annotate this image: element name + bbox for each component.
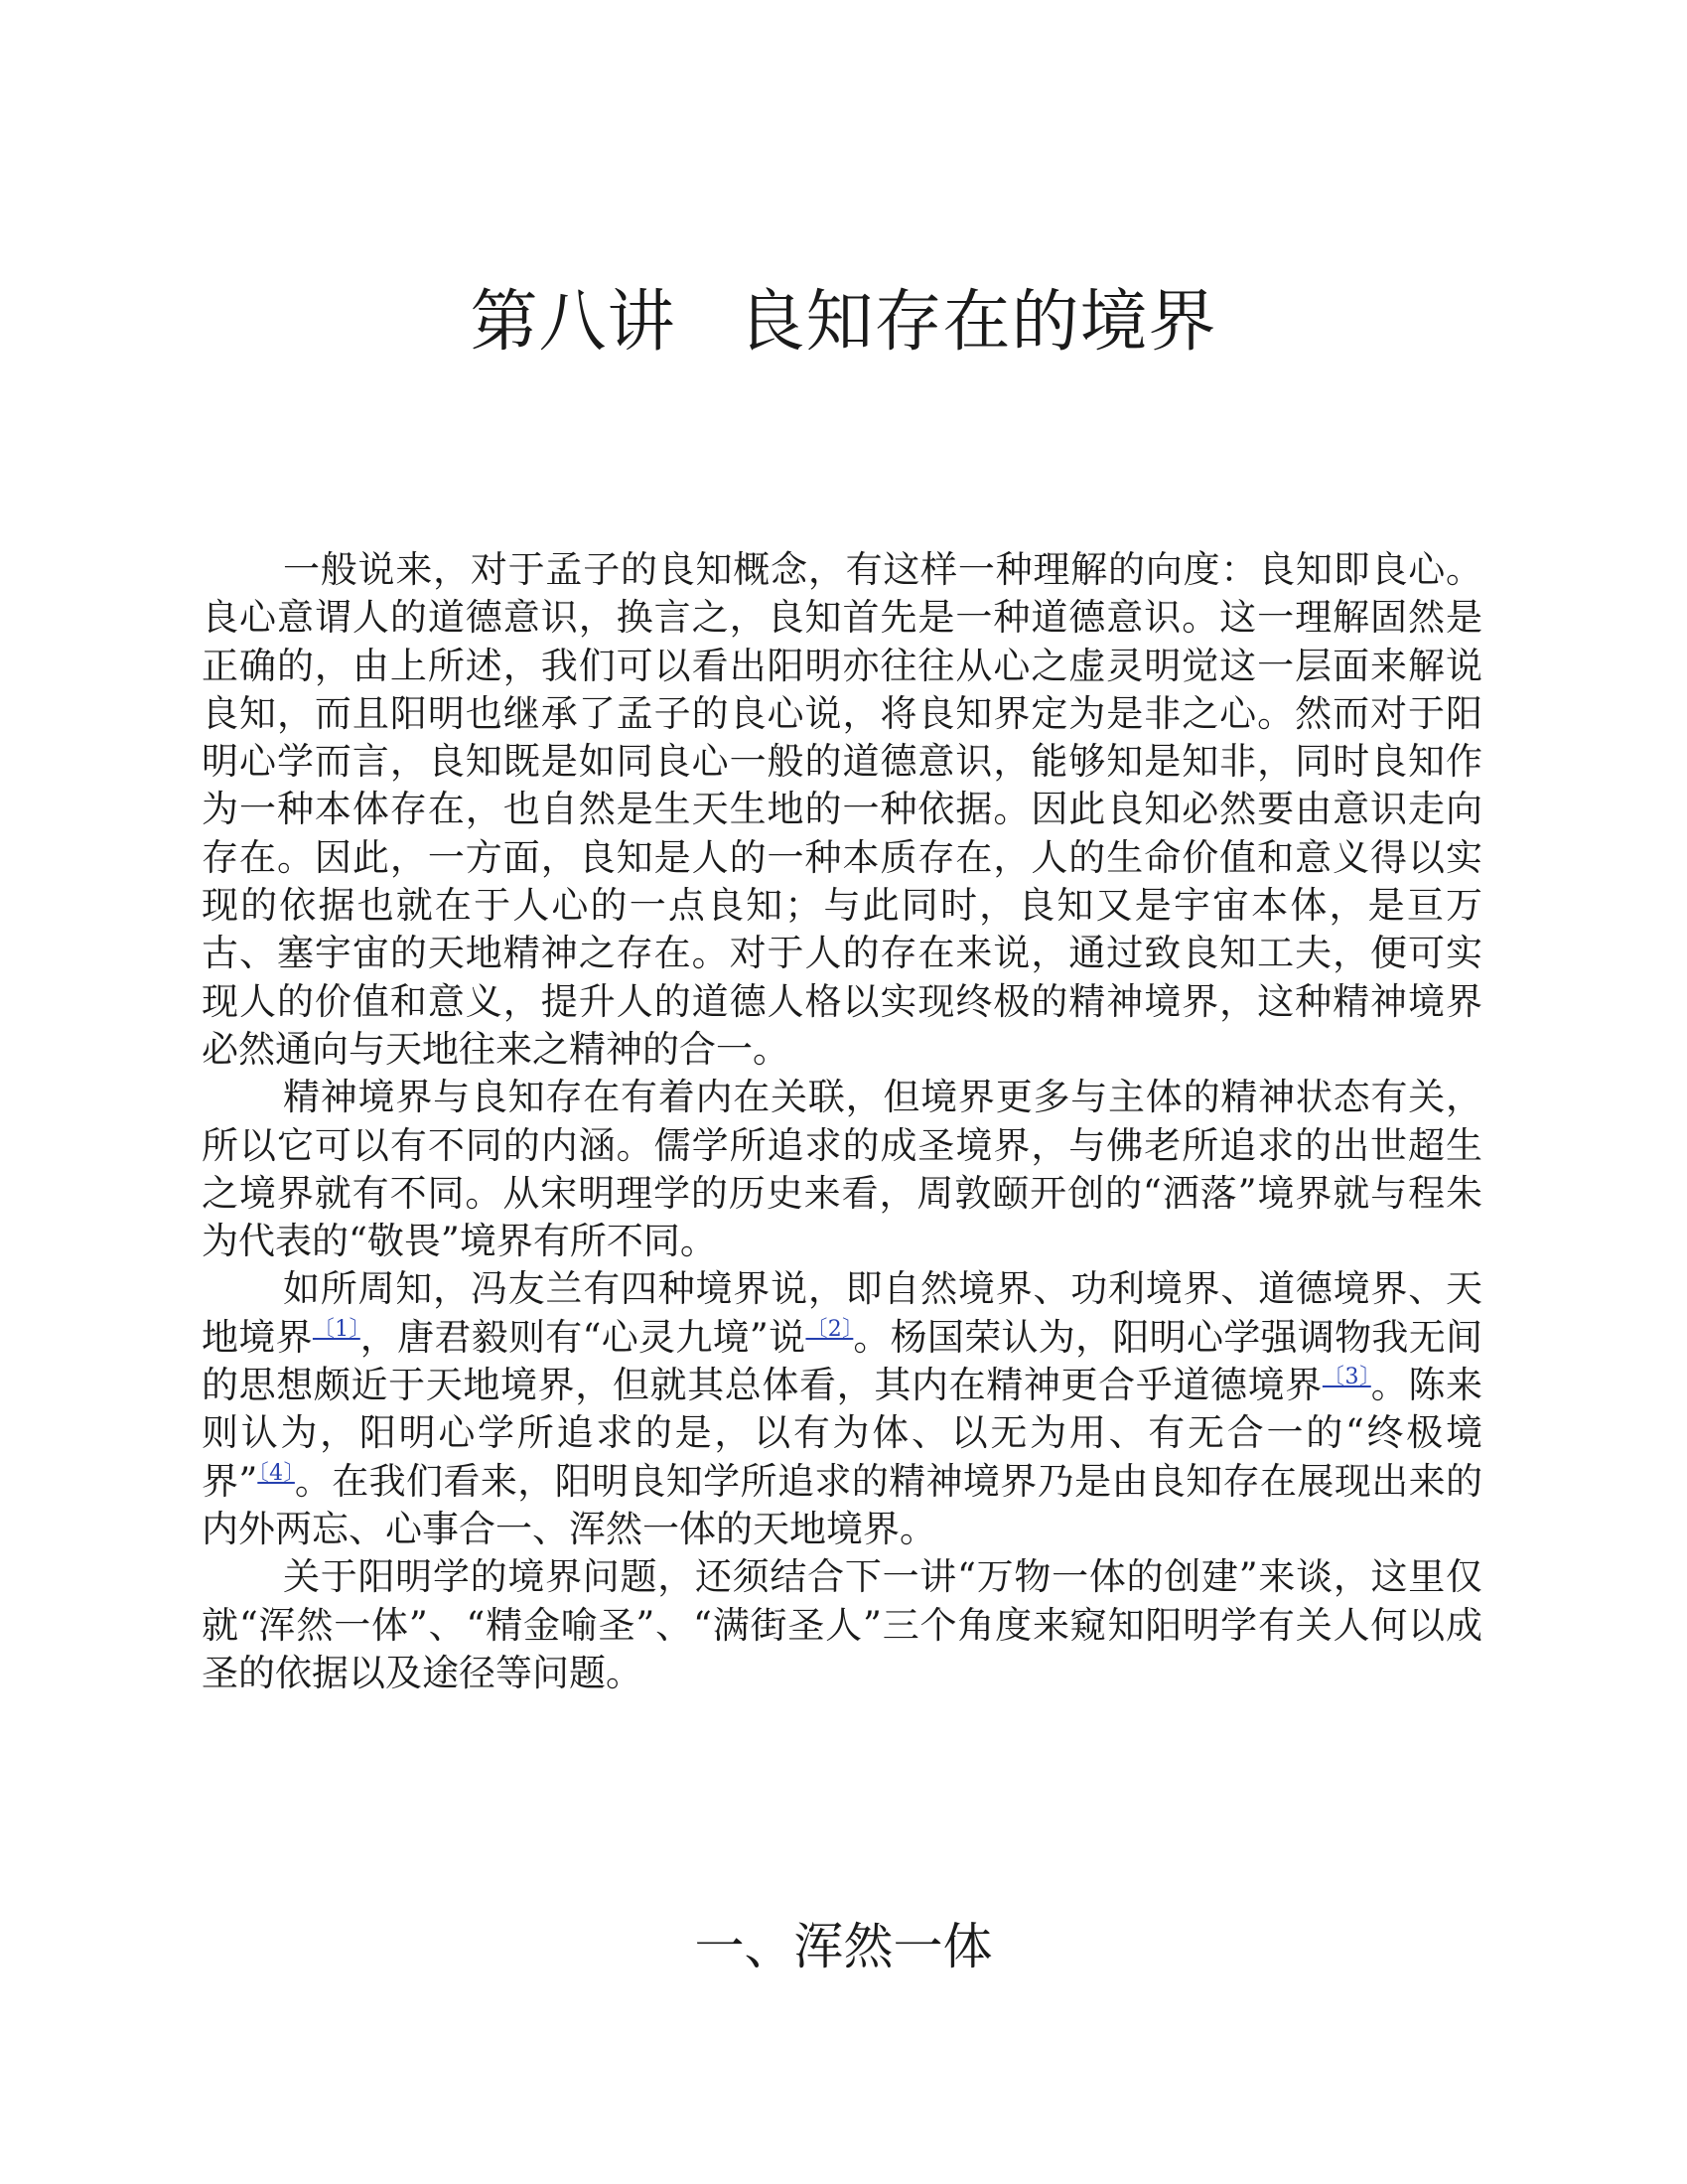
- paragraph-1: 一般说来，对于孟子的良知概念，有这样一种理解的向度：良知即良心。良心意谓人的道德意识，换言之，良知首先是一种道德意识。这一理解固然是正确的，由上所述，我们可以看出阳明亦往往从心之虚灵明觉这一层面来解说良知，而且阳明也继承了孟子的良心说，将良知界定为是非之心。然而对于阳明心学而言，良知既是如同良心一般的道德意识，能够知是知非，同时良知作为一种本体存在，也自然是生天生地的一种依据。因此良知必然要由意识走向存在。因此，一方面，良知是人的一种本质存在，人的生命价值和意义得以实现的依据也就在于人心的一点良知；与此同时，良知又是宇宙本体，是亘万古、塞宇宙的天地精神之存在。对于人的存在来说，通过致良知工夫，便可实现人的价值和意义，提升人的道德人格以实现终极的精神境界，这种精神境界必然通向与天地往来之精神的合一。: [202, 548, 1482, 1071]
- footnote-link-1[interactable]: 〔1〕: [312, 1316, 360, 1342]
- chapter-title: [0, 278, 1687, 367]
- section-title: 一、浑然一体: [694, 1918, 993, 1975]
- body-text: [202, 546, 1482, 1697]
- chapter-number: 第八讲: [470, 283, 676, 362]
- paragraph-3-text-4: 。陈来则认为，阳明心学所追求的是，以有为体、以无为用、有无合一的“终极境界”: [202, 1364, 1483, 1503]
- paragraph-2: 精神境界与良知存在有着内在关联，但境界更多与主体的精神状态有关，所以它可以有不同的内涵。儒学所追求的成圣境界，与佛老所追求的出世超生之境界就有不同。从宋明理学的历史来看，周敦颐开创的“洒落”境界就与程朱为代表的“敬畏”境界有所不同。: [202, 1076, 1482, 1263]
- paragraph-3-text-5: 。在我们看来，阳明良知学所追求的精神境界乃是由良知存在展现出来的内外两忘、心事合一、浑然一体的天地境界。: [202, 1459, 1482, 1550]
- paragraph-3: [202, 1265, 1482, 1553]
- paragraph-3-text-2: ，唐君毅则有“心灵九境”说: [359, 1315, 806, 1359]
- footnote-link-3[interactable]: 〔3〕: [1322, 1365, 1371, 1390]
- footnote-link-2[interactable]: 〔2〕: [805, 1316, 854, 1342]
- footnote-link-4[interactable]: 〔4〕: [257, 1460, 295, 1486]
- chapter-name: 良知存在的境界: [737, 283, 1217, 362]
- paragraph-4: 关于阳明学的境界问题，还须结合下一讲“万物一体的创建”来谈，这里仅就“浑然一体”、“精金喻圣”、“满街圣人”三个角度来窥知阳明学有关人何以成圣的依据以及途径等问题。: [202, 1555, 1482, 1694]
- paragraph-3-text-1: 如所周知，冯友兰有四种境界说，即自然境界、功利境界、道德境界、天地境界: [202, 1267, 1482, 1359]
- paragraph-3-text-3: 。杨国荣认为，阳明心学强调物我无间的思想颇近于天地境界，但就其总体看，其内在精神更合乎道德境界: [202, 1315, 1483, 1407]
